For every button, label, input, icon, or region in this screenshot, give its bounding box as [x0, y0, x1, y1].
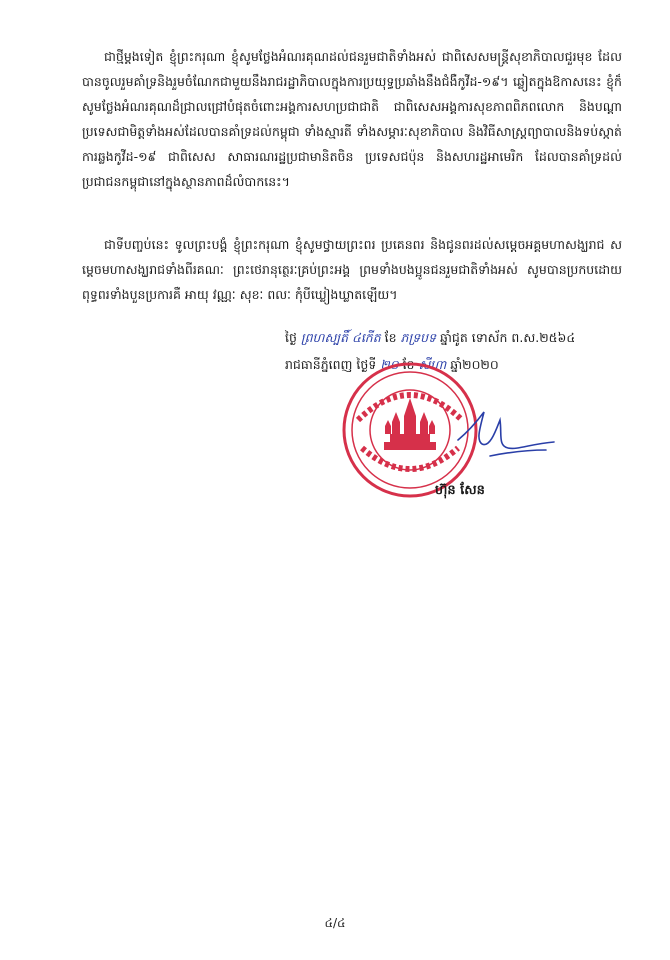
- handwritten-signature-icon: [450, 400, 560, 470]
- lunar-date-handwritten-month: ភទ្របទ: [400, 330, 437, 345]
- solar-date-middle: ខែ: [402, 357, 415, 372]
- body-paragraph-closing: ជាទីបញ្ចប់នេះ ទូលព្រះបង្គំ ខ្ញុំព្រះករុណា ខ្ញុំសូមថ្វាយព្រះពរ ប្រគេនពរ និងជូនពរដល់សម្តេចអគ្គមហាសង្ឃរាជ សម្តេចមហាសង្ឃរាជទាំងពីរគណៈ ព្រះថេរានុត្ថេរៈគ្រប់ព្រះអង្គ ព្រមទាំងបងប្អូនជនរួមជាតិទាំងអស់ សូមបានប្រកបដោយពុទ្ធពរទាំងបួនប្រការគឺ អាយុ វណ្ណៈ សុខៈ ពលៈ កុំបីឃ្លៀងឃ្លាតឡើយ។: [82, 237, 622, 302]
- lunar-date-handwritten-day: ព្រហស្បតិ៍ ៤កើត: [300, 330, 381, 345]
- lunar-date-prefix: ថ្ងៃ: [285, 330, 297, 345]
- solar-date-prefix: រាជធានីភ្នំពេញ ថ្ងៃទី: [285, 357, 377, 372]
- solar-date-suffix: ឆ្នាំ២០២០: [450, 357, 499, 372]
- lunar-date-suffix: ឆ្នាំជូត ទោស័ក ព.ស.២៥៦៤: [440, 330, 576, 345]
- lunar-date-middle: ខែ: [384, 330, 397, 345]
- body-paragraph-thanks: ជាថ្មីម្តងទៀត ខ្ញុំព្រះករុណា ខ្ញុំសូមថ្លែងអំណរគុណដល់ជនរួមជាតិទាំងអស់ ជាពិសេសមន្ត្រីសុខាភិបាលជួរមុខ ដែលបានចូលរួមគាំទ្រនិងរួមចំណែកជាមួយនឹងរាជរដ្ឋាភិបាលក្នុងការប្រយុទ្ធប្រឆាំងនឹងជំងឺកូវីដ-១៩។ ឆ្លៀតក្នុងឱកាសនេះ ខ្ញុំក៏សូមថ្លែងអំណរគុណដ៏ជ្រាលជ្រៅបំផុតចំពោះអង្គការសហប្រជាជាតិ ជាពិសេសអង្គការសុខភាពពិភពលោក និងបណ្តាប្រទេសជាមិត្តទាំងអស់ដែលបានគាំទ្រដល់កម្ពុជា ទាំងស្មារតី ទាំងសម្ភារៈសុខាភិបាល និងវិធីសាស្ត្រព្យាបាលនិងទប់ស្កាត់ការឆ្លងកូវីដ-១៩ ជាពិសេស សាធារណរដ្ឋប្រជាមានិតចិន ប្រទេសជប៉ុន និងសហរដ្ឋអាមេរិក ដែលបានគាំទ្រដល់ប្រជាជនកម្ពុជានៅក្នុងស្ថានភាពដ៏លំបាកនេះ។: [82, 49, 622, 189]
- lunar-date-line: [285, 328, 575, 348]
- signer-name: ហ៊ុន សែន: [435, 483, 485, 498]
- solar-date-handwritten-month: សីហា: [418, 357, 447, 372]
- page-number: ៤/៤: [324, 916, 346, 930]
- solar-date-handwritten-day: ២០: [380, 357, 399, 372]
